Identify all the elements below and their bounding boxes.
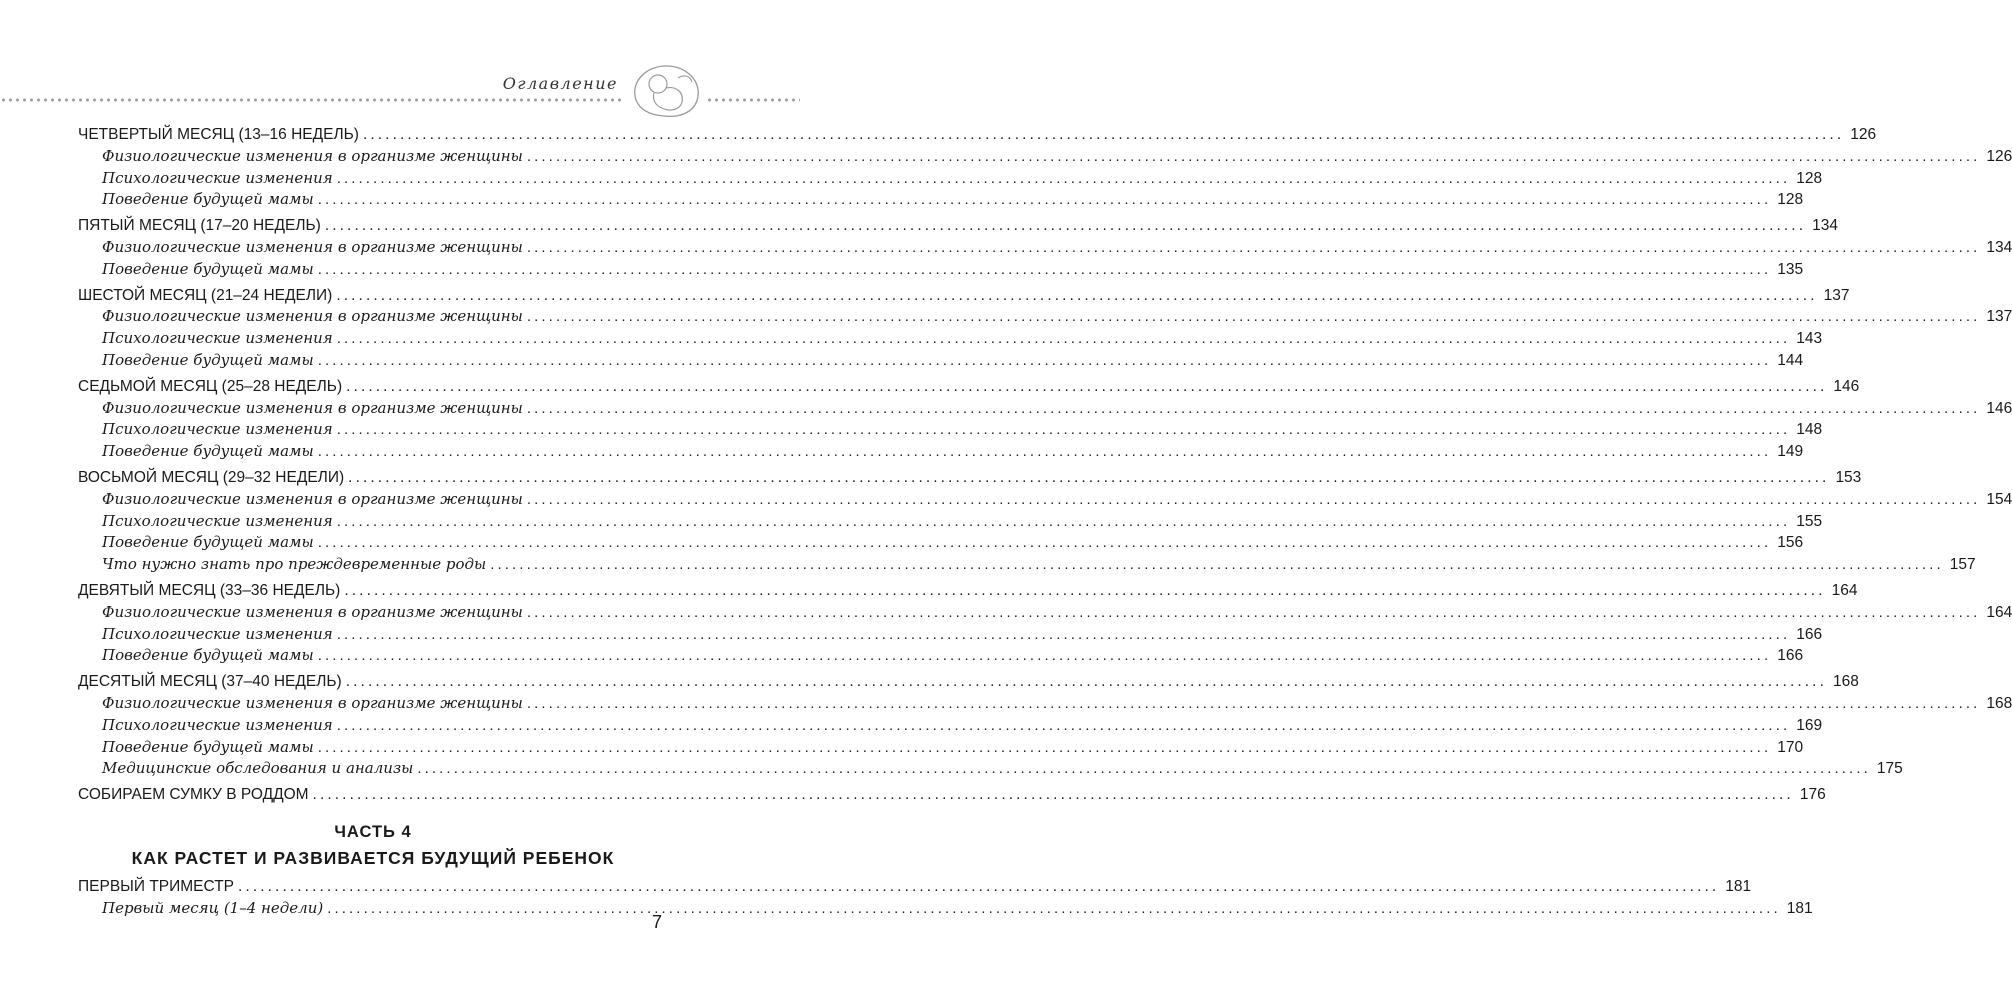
entry-page: 137 xyxy=(1823,286,1850,304)
entry-page: 170 xyxy=(1777,738,1804,756)
entry-page: 164 xyxy=(1831,581,1858,599)
page-number: 7 xyxy=(652,912,663,932)
entry-page: 164 xyxy=(1986,603,2012,621)
toc-chapter-group xyxy=(78,215,2012,280)
toc-chapter-entry[interactable] xyxy=(78,876,1752,898)
toc-chapter-entry[interactable] xyxy=(78,215,1838,237)
part-heading xyxy=(78,820,668,872)
toc-subsection-entry[interactable] xyxy=(78,328,1823,350)
toc-subsection-entry[interactable] xyxy=(78,554,1976,576)
toc-subsection-entry[interactable] xyxy=(78,715,1823,737)
entry-title: СЕДЬМОЙ МЕСЯЦ (25–28 НЕДЕЛЬ) xyxy=(78,377,343,395)
toc-subsection-entry[interactable] xyxy=(78,624,1823,646)
dot-leader: ........................................................................................................................................................................................................ xyxy=(317,443,1772,461)
toc-chapter-group xyxy=(78,285,2012,372)
entry-title: ШЕСТОЙ МЕСЯЦ (21–24 НЕДЕЛИ) xyxy=(78,286,333,304)
toc-subsection-entry[interactable] xyxy=(78,737,1804,759)
dot-leader: ........................................................................................................................................................................................................ xyxy=(526,490,1981,508)
entry-page: 181 xyxy=(1786,899,1813,917)
toc-chapter-group xyxy=(78,876,1813,920)
dot-leader: ........................................................................................................................................................................................................ xyxy=(526,694,1981,712)
part-number: ЧАСТЬ 4 xyxy=(334,822,412,841)
dot-leader: ........................................................................................................................................................................................................ xyxy=(526,238,1981,256)
entry-page: 168 xyxy=(1986,694,2012,712)
entry-title: Физиологические изменения в организме женщины xyxy=(102,602,523,621)
toc-chapter-entry[interactable] xyxy=(78,467,1862,489)
dot-leader: ........................................................................................................................................................................................................ xyxy=(526,308,1981,326)
toc-subsection-entry[interactable] xyxy=(78,898,1813,920)
dot-leader: ........................................................................................................................................................................................................ xyxy=(317,191,1772,209)
toc-subsection-entry[interactable] xyxy=(78,168,1823,190)
toc-subsection-entry[interactable] xyxy=(78,306,2012,328)
toc-chapter-group xyxy=(78,376,2012,463)
entry-title: Психологические изменения xyxy=(102,715,333,734)
dot-leader: ........................................................................................................................................................................................................ xyxy=(324,217,1807,235)
toc-subsection-entry[interactable] xyxy=(78,419,1823,441)
entry-title: Поведение будущей мамы xyxy=(102,350,314,369)
toc-subsection-entry[interactable] xyxy=(78,441,1804,463)
entry-title: ВОСЬМОЙ МЕСЯЦ (29–32 НЕДЕЛИ) xyxy=(78,468,345,486)
toc-chapter-group xyxy=(78,671,2012,780)
entry-page: 143 xyxy=(1796,330,1823,348)
dot-leader: ........................................................................................................................................................................................................ xyxy=(526,399,1981,417)
dot-leader: ........................................................................................................................................................................................................ xyxy=(417,760,1871,778)
entry-title: Психологические изменения xyxy=(102,168,333,187)
toc-subsection-entry[interactable] xyxy=(78,511,1823,533)
dot-leader: ........................................................................................................................................................................................................ xyxy=(344,581,1826,599)
dot-leader: ........................................................................................................................................................................................................ xyxy=(336,512,1791,530)
entry-page: 149 xyxy=(1777,443,1804,461)
entry-title: Поведение будущей мамы xyxy=(102,442,314,461)
entry-page: 155 xyxy=(1796,512,1823,530)
entry-title: Первый месяц (1–4 недели) xyxy=(102,898,324,917)
dot-leader: ........................................................................................................................................................................................................ xyxy=(336,330,1791,348)
entry-page: 157 xyxy=(1949,556,1976,574)
dot-leader: ........................................................................................................................................................................................................ xyxy=(238,877,1720,895)
toc-subsection-entry[interactable] xyxy=(78,693,2012,715)
toc-subsection-entry[interactable] xyxy=(78,146,2012,168)
entry-title: Психологические изменения xyxy=(102,624,333,643)
entry-title: ЧЕТВЕРТЫЙ МЕСЯЦ (13–16 НЕДЕЛЬ) xyxy=(78,126,359,143)
toc-subsection-entry[interactable] xyxy=(78,189,1804,211)
dot-leader: ........................................................................................................................................................................................................ xyxy=(317,738,1772,756)
table-of-contents xyxy=(78,124,2012,924)
entry-title: Психологические изменения xyxy=(102,329,333,348)
entry-title: Физиологические изменения в организме женщины xyxy=(102,693,523,712)
running-header xyxy=(0,60,800,120)
toc-chapter-group xyxy=(78,580,2012,667)
dot-leader: ........................................................................................................................................................................................................ xyxy=(312,786,1794,804)
entry-page: 176 xyxy=(1799,786,1826,804)
entry-page: 154 xyxy=(1986,490,2012,508)
toc-chapter-entry[interactable] xyxy=(78,285,1850,307)
toc-subsection-entry[interactable] xyxy=(78,602,2012,624)
toc-chapter-group xyxy=(78,784,1826,806)
entry-page: 153 xyxy=(1835,468,1862,486)
entry-title: Физиологические изменения в организме женщины xyxy=(102,398,523,417)
entry-page: 128 xyxy=(1777,191,1804,209)
entry-title: Поведение будущей мамы xyxy=(102,646,314,665)
entry-title: ПЯТЫЙ МЕСЯЦ (17–20 НЕДЕЛЬ) xyxy=(78,217,321,235)
dot-leader: ........................................................................................................................................................................................................ xyxy=(317,351,1772,369)
entry-page: 135 xyxy=(1777,260,1804,278)
entry-title: Поведение будущей мамы xyxy=(102,737,314,756)
dot-leader: ........................................................................................................................................................................................................ xyxy=(317,647,1772,665)
entry-title: ДЕСЯТЫЙ МЕСЯЦ (37–40 НЕДЕЛЬ) xyxy=(78,673,342,691)
toc-subsection-entry[interactable] xyxy=(78,237,2012,259)
baby-emblem-icon xyxy=(628,60,704,120)
toc-chapter-entry[interactable] xyxy=(78,376,1860,398)
entry-page: 128 xyxy=(1796,169,1823,187)
entry-title: Поведение будущей мамы xyxy=(102,533,314,552)
toc-subsection-entry[interactable] xyxy=(78,489,2012,511)
entry-page: 134 xyxy=(1812,217,1838,235)
dot-leader: ........................................................................................................................................................................................................ xyxy=(327,899,1781,917)
dot-leader: ........................................................................................................................................................................................................ xyxy=(336,625,1791,643)
toc-subsection-entry[interactable] xyxy=(78,259,1804,281)
toc-chapter-entry[interactable] xyxy=(78,124,1877,146)
entry-title: Физиологические изменения в организме женщины xyxy=(102,307,523,326)
toc-chapter-group xyxy=(78,124,2012,211)
entry-page: 181 xyxy=(1725,877,1752,895)
toc-subsection-entry[interactable] xyxy=(78,532,1804,554)
header-title: Оглавление xyxy=(502,74,618,93)
dot-leader: ........................................................................................................................................................................................................ xyxy=(336,716,1791,734)
entry-page: 144 xyxy=(1777,351,1804,369)
entry-title: Поведение будущей мамы xyxy=(102,259,314,278)
entry-title: ПЕРВЫЙ ТРИМЕСТР xyxy=(78,877,235,895)
entry-page: 156 xyxy=(1777,534,1804,552)
toc-subsection-entry[interactable] xyxy=(78,398,2012,420)
toc-chapter-entry[interactable] xyxy=(78,671,1859,693)
entry-title: Физиологические изменения в организме женщины xyxy=(102,489,523,508)
dot-leader: ........................................................................................................................................................................................................ xyxy=(336,286,1818,304)
toc-chapter-entry[interactable] xyxy=(78,784,1826,806)
dot-leader: ........................................................................................................................................................................................................ xyxy=(336,421,1791,439)
entry-page: 146 xyxy=(1833,377,1860,395)
entry-title: Психологические изменения xyxy=(102,511,333,530)
dot-leader: ........................................................................................................................................................................................................ xyxy=(362,126,1845,143)
dot-leader: ........................................................................................................................................................................................................ xyxy=(317,260,1772,278)
entry-title: Физиологические изменения в организме женщины xyxy=(102,237,523,256)
entry-title: Что нужно знать про преждевременные роды xyxy=(102,555,487,574)
entry-page: 148 xyxy=(1796,421,1823,439)
dot-leader: ........................................................................................................................................................................................................ xyxy=(526,147,1981,165)
dot-leader: ........................................................................................................................................................................................................ xyxy=(317,534,1772,552)
dot-leader: ........................................................................................................................................................................................................ xyxy=(526,603,1981,621)
entry-title: ДЕВЯТЫЙ МЕСЯЦ (33–36 НЕДЕЛЬ) xyxy=(78,581,341,599)
entry-page: 126 xyxy=(1986,147,2012,165)
entry-page: 168 xyxy=(1833,673,1859,691)
dot-leader: ........................................................................................................................................................................................................ xyxy=(345,673,1827,691)
entry-title: Психологические изменения xyxy=(102,420,333,439)
header-dotted-rule-right xyxy=(706,98,800,102)
toc-subsection-entry[interactable] xyxy=(78,350,1804,372)
dot-leader: ........................................................................................................................................................................................................ xyxy=(490,556,1944,574)
entry-page: 175 xyxy=(1876,760,1903,778)
dot-leader: ........................................................................................................................................................................................................ xyxy=(348,468,1830,486)
entry-page: 146 xyxy=(1986,399,2012,417)
entry-page: 134 xyxy=(1986,238,2012,256)
dot-leader: ........................................................................................................................................................................................................ xyxy=(346,377,1828,395)
dot-leader: ........................................................................................................................................................................................................ xyxy=(336,169,1791,187)
entry-page: 166 xyxy=(1777,647,1804,665)
toc-subsection-entry[interactable] xyxy=(78,645,1804,667)
entry-page: 137 xyxy=(1986,308,2012,326)
entry-title: Медицинские обследования и анализы xyxy=(102,759,414,778)
entry-page: 169 xyxy=(1796,716,1823,734)
part-title: КАК РАСТЕТ И РАЗВИВАЕТСЯ БУДУЩИЙ РЕБЕНОК xyxy=(131,847,615,868)
entry-title: Поведение будущей мамы xyxy=(102,190,314,209)
entry-page: 126 xyxy=(1850,126,1877,143)
entry-title: СОБИРАЕМ СУМКУ В РОДДОМ xyxy=(78,786,309,804)
toc-chapter-entry[interactable] xyxy=(78,580,1858,602)
header-dotted-rule-left xyxy=(0,98,625,102)
toc-chapter-group xyxy=(78,467,2012,576)
entry-page: 166 xyxy=(1796,625,1823,643)
toc-subsection-entry[interactable] xyxy=(78,758,1903,780)
entry-title: Физиологические изменения в организме женщины xyxy=(102,146,523,165)
